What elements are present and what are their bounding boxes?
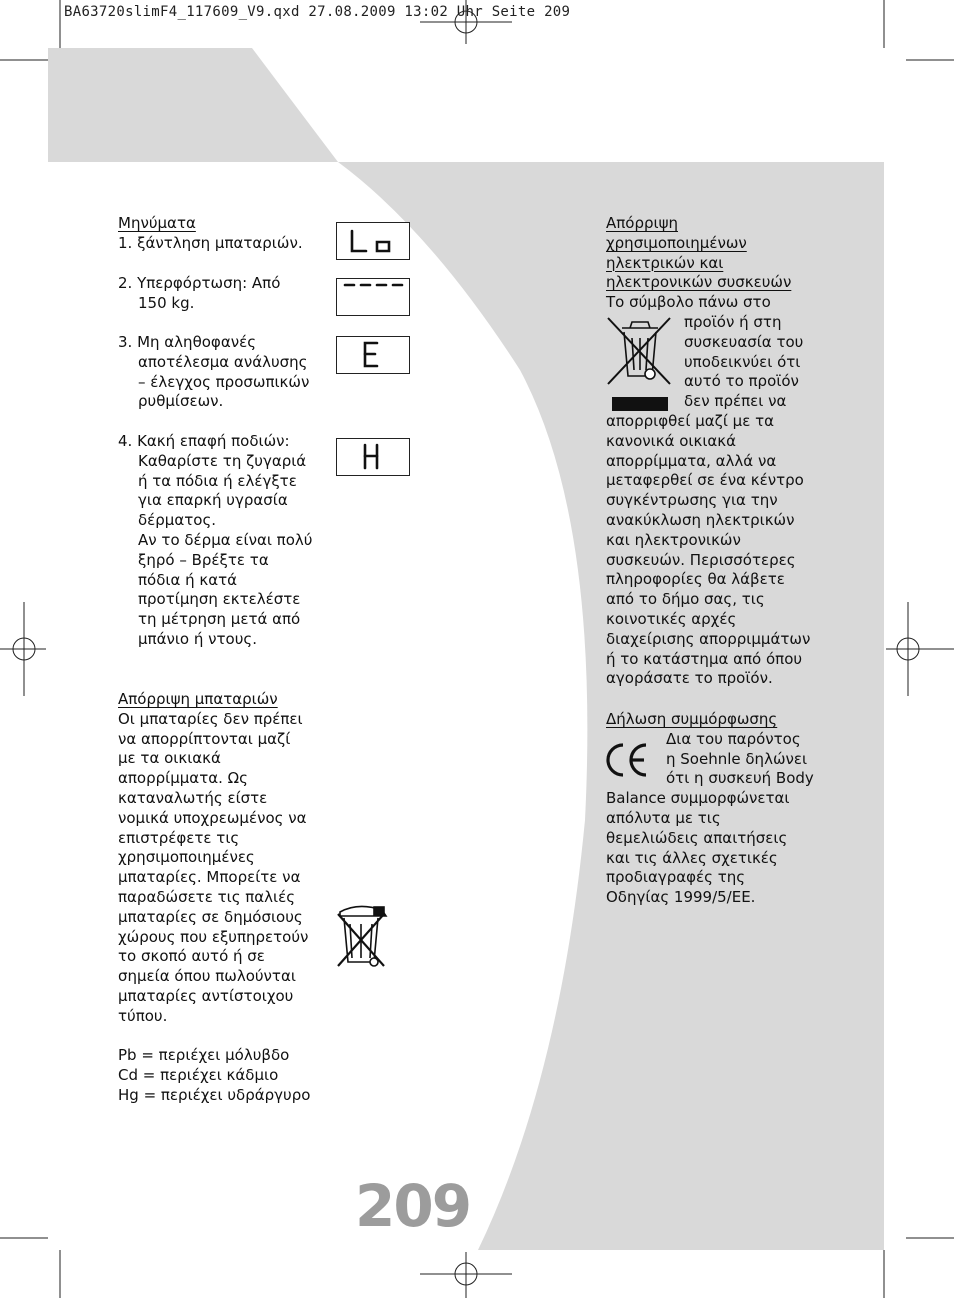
conformity-text-line: Οδηγίας 1999/5/ΕΕ. [606,888,756,907]
lcd-display-error [336,336,410,374]
battery-text-line: επιστρέφετε τις [118,828,240,847]
weee-text-line: ή το κατάστημα από όπου [606,649,803,668]
message-4-line: προτίμηση εκτελέστε [138,590,301,609]
battery-text-line: τύπου. [118,1006,168,1025]
conformity-text-line: Δια του παρόντος [666,729,801,748]
message-item-1 [118,234,338,254]
battery-text-line: Οι μπαταρίες δεν πρέπει [118,709,303,728]
chemical-cadmium: Cd = περιέχει κάδμιο [118,1066,279,1085]
conformity-heading: Δήλωση συμμόρφωσης [606,710,778,728]
battery-text-line: μπαταρίες. Μπορείτε να [118,868,301,887]
weee-text-line: από το δήμο σας, τις [606,590,765,609]
weee-text-line: και ηλεκτρονικών [606,530,741,549]
weee-text-line: υποδεικνύει ότι [684,352,801,371]
lcd-display-overload [336,278,410,316]
battery-text-line: χρησιμοποιημένες [118,848,255,867]
weee-text-line: προϊόν ή στη [684,312,782,331]
ce-mark-icon [602,740,650,780]
weee-text-line: απορριφθεί μαζί με τα [606,411,775,430]
weee-text-line: πληροφορίες θα λάβετε [606,570,785,589]
message-item-3 [118,333,338,412]
weee-text-line: διαχείρισης απορριμμάτων [606,629,811,648]
message-4-line: ξηρό – Βρέξτε τα [138,550,269,569]
message-1-text: 1. ξάντληση μπαταριών. [118,234,303,252]
lcd-dashes-glyph [337,279,409,315]
weee-text-line: κανονικά οικιακά [606,431,737,450]
battery-text-line: με τα οικιακά [118,749,221,768]
print-header: BA63720slimF4_117609_V9.qxd 27.08.2009 13:02 Uhr Seite 209 [64,4,571,20]
lcd-lo-glyph [337,223,409,259]
conformity-text-line: ότι η συσκευή Body [666,769,814,788]
message-4-line: Αν το δέρμα είναι πολύ [138,530,313,549]
lcd-h-glyph [337,439,409,475]
battery-text-line: χώρους που εξυπηρετούν [118,927,309,946]
battery-text-line: μπαταρίες αντίστοιχου [118,986,294,1005]
conformity-text-line: απόλυτα με τις [606,808,721,827]
battery-text-line: απορρίμματα. Ως [118,769,248,788]
message-4-line: τη μέτρηση μετά από [138,610,301,629]
message-4-line: δέρματος. [138,511,217,530]
conformity-text-line: θεμελιώδεις απαιτήσεις [606,828,788,847]
battery-text-line: παραδώσετε τις παλιές [118,887,296,906]
conformity-text-line: και τις άλλες σχετικές [606,848,778,867]
message-2-line1: 2. Υπερφόρτωση: Από [118,274,281,292]
weee-section [606,214,836,689]
weee-text-line: συσκευών. Περισσότερες [606,550,796,569]
weee-text-line: δεν πρέπει να [684,392,787,411]
battery-text-line: το σκοπό αυτό ή σε [118,947,265,966]
battery-disposal-heading: Απόρριψη μπαταριών [118,690,278,708]
message-4-line: Καθαρίστε τη ζυγαριά [138,451,307,470]
weee-text-line: ανακύκλωση ηλεκτρικών [606,510,795,529]
message-item-4 [118,432,338,650]
message-3-line4: ρυθμίσεων. [138,392,224,411]
messages-heading: Μηνύματα [118,214,196,232]
message-4-line: 4. Κακή επαφή ποδιών: [118,432,290,450]
message-4-line: πόδια ή κατά [138,570,238,589]
chemical-mercury: Hg = περιέχει υδράργυρο [118,1085,311,1104]
message-3-line2: αποτέλεσμα ανάλυσης [138,352,308,371]
weee-text-line: αυτό το προϊόν [684,372,799,391]
battery-text-line: να απορρίπτονται μαζί [118,729,291,748]
weee-heading-line: Απόρριψη [606,214,678,232]
weee-heading-line: ηλεκτρονικών συσκευών [606,273,792,292]
weee-text-line: αγοράσατε το προϊόν. [606,669,773,688]
lcd-display-lo [336,222,410,260]
conformity-text-line: προδιαγραφές της [606,868,746,887]
lcd-display-h [336,438,410,476]
weee-text-line: μεταφερθεί σε ένα κέντρο [606,471,804,490]
message-3-line3: – έλεγχος προσωπικών [138,372,310,391]
conformity-text-line: Balance συμμορφώνεται [606,789,790,808]
conformity-text-line: η Soehnle δηλώνει [666,749,808,768]
weee-text-line: κοινοτικές αρχές [606,609,737,628]
message-3-line1: 3. Μη αληθοφανές [118,333,256,351]
battery-text-line: σημεία όπου πωλούνται [118,967,296,986]
weee-text-line: Το σύμβολο πάνω στο [606,293,771,312]
message-4-line: μπάνιο ή ντους. [138,629,257,648]
message-2-line2: 150 kg. [138,293,195,312]
lcd-e-glyph [337,337,409,373]
chemical-lead: Pb = περιέχει μόλυβδο [118,1046,290,1065]
battery-text-line: νομικά υποχρεωμένος να [118,808,307,827]
page-number: 209 [355,1172,471,1240]
battery-disposal-section [118,690,338,1106]
weee-heading-line: ηλεκτρικών και [606,253,724,272]
message-item-2 [118,274,338,314]
weee-text-line: συγκέντρωσης για την [606,491,778,510]
battery-text-line: καταναλωτής είστε [118,788,268,807]
message-4-line: ή τα πόδια ή ελέγξτε [138,471,297,490]
battery-text-line: μπαταρίες σε δημόσιους [118,907,303,926]
weee-heading-line: χρησιμοποιημένων [606,233,747,252]
weee-text-line: συσκευασία του [684,332,804,351]
weee-text-line: απορρίμματα, αλλά να [606,451,777,470]
weee-bin-icon [604,314,676,414]
crossed-bin-icon [334,902,392,970]
message-4-line: για επαρκή υγρασία [138,491,288,510]
